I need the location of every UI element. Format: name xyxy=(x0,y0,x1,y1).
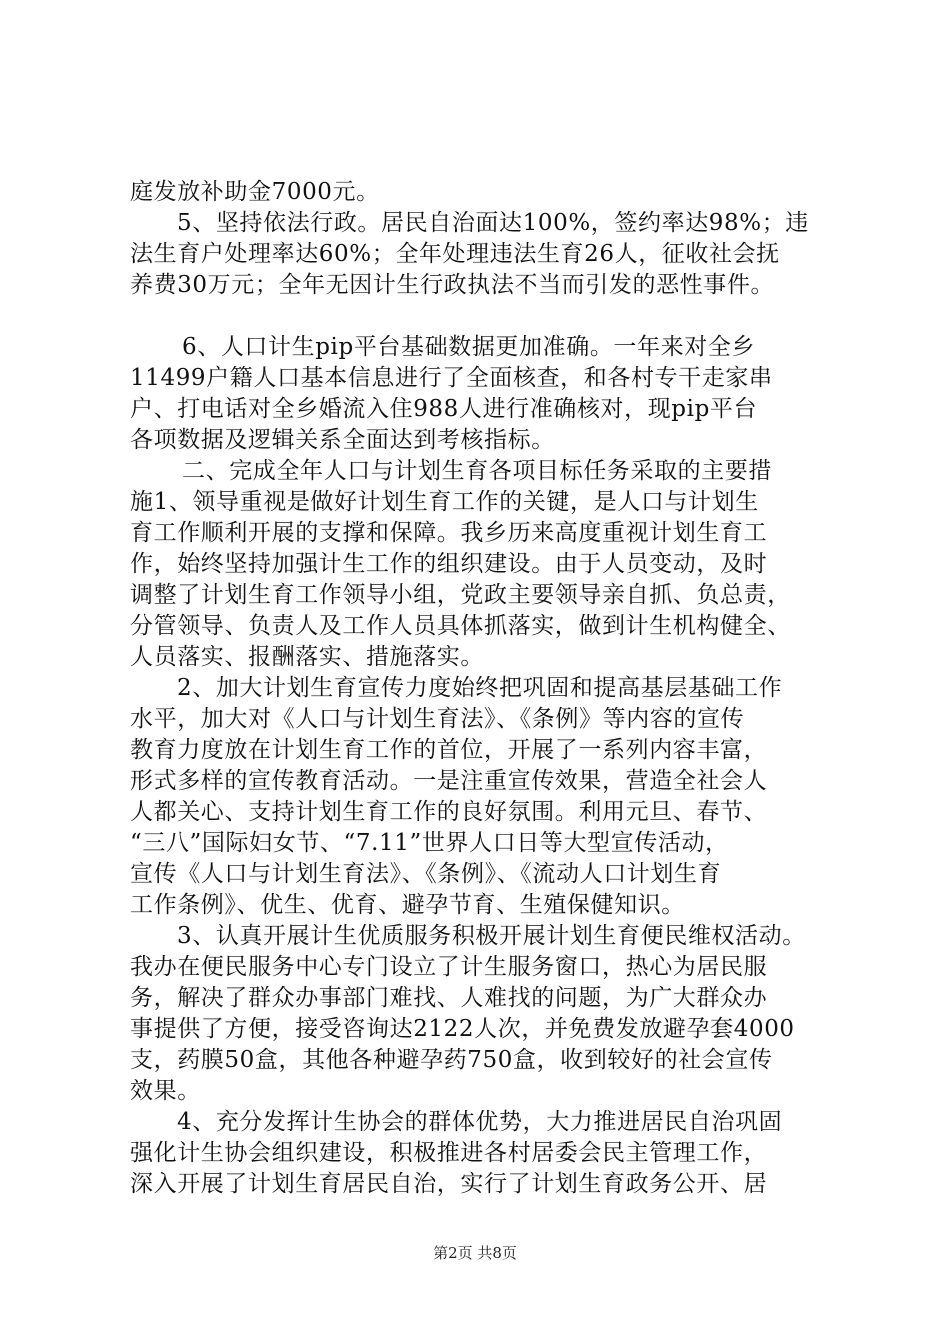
text-line: 支，药膜50盒，其他各种避孕药750盒，收到较好的社会宣传 xyxy=(130,1047,773,1073)
text-line: 11499户籍人口基本信息进行了全面核查，和各村专干走家串 xyxy=(130,365,773,391)
text-line: 我办在便民服务中心专门设立了计生服务窗口，热心为居民服 xyxy=(130,954,768,980)
text-line: 教育力度放在计划生育工作的首位，开展了一系列内容丰富， xyxy=(130,737,768,763)
text-line: “三八”国际妇女节、“7.11”世界人口日等大型宣传活动， xyxy=(130,830,729,856)
text-line: 5、坚持依法行政。居民自治面达100%，签约率达98%；违 xyxy=(177,210,809,236)
body-text xyxy=(130,177,830,1200)
text-line: 人都关心、支持计划生育工作的良好氛围。利用元旦、春节、 xyxy=(130,799,768,825)
text-line: 2、加大计划生育宣传力度始终把巩固和提高基层基础工作 xyxy=(177,675,783,701)
text-line: 宣传《人口与计划生育法》、《条例》、《流动人口计划生育 xyxy=(130,861,722,887)
text-line: 庭发放补助金7000元。 xyxy=(130,179,380,205)
text-line: 工作条例》、优生、优育、避孕节育、生殖保健知识。 xyxy=(130,892,685,918)
text-line: 人员落实、报酬落实、措施落实。 xyxy=(130,644,484,670)
text-line: 法生育户处理率达60%；全年处理违法生育26人，征收社会抚 xyxy=(130,241,780,267)
text-line: 水平，加大对《人口与计划生育法》、《条例》等内容的宣传 xyxy=(130,706,745,732)
text-line: 3、认真开展计生优质服务积极开展计划生育便民维权活动。 xyxy=(177,923,806,949)
text-line: 事提供了方便，接受咨询达2122人次，并免费发放避孕套4000 xyxy=(130,1016,795,1042)
text-line: 育工作顺利开展的支撑和保障。我乡历来高度重视计划生育工 xyxy=(130,520,768,546)
text-line: 6、人口计生pip平台基础数据更加准确。一年来对全乡 xyxy=(182,334,756,360)
text-line: 效果。 xyxy=(130,1078,201,1104)
text-line: 务，解决了群众办事部门难找、人难找的问题，为广大群众办 xyxy=(130,985,768,1011)
text-line: 作，始终坚持加强计生工作的组织建设。由于人员变动，及时 xyxy=(130,551,768,577)
text-line: 施1、领导重视是做好计划生育工作的关键，是人口与计划生 xyxy=(130,489,759,515)
text-line: 二、完成全年人口与计划生育各项目标任务采取的主要措 xyxy=(182,458,772,484)
text-line: 各项数据及逻辑关系全面达到考核指标。 xyxy=(130,427,555,453)
text-line: 深入开展了计划生育居民自治，实行了计划生育政务公开、居 xyxy=(130,1171,768,1197)
text-line: 强化计生协会组织建设，积极推进各村居委会民主管理工作， xyxy=(130,1140,768,1166)
text-line: 形式多样的宣传教育活动。一是注重宣传效果，营造全社会人 xyxy=(130,768,768,794)
text-line: 养费30万元；全年无因计生行政执法不当而引发的恶性事件。 xyxy=(130,272,775,298)
blank-line xyxy=(130,301,830,332)
text-line: 分管领导、负责人及工作人员具体抓落实，做到计生机构健全、 xyxy=(130,613,791,639)
text-line: 户、打电话对全乡婚流入住988人进行准确核对，现pip平台 xyxy=(130,396,758,422)
page-footer: 第2页 共8页 xyxy=(433,1244,517,1262)
text-line: 调整了计划生育工作领导小组，党政主要领导亲自抓、负总责， xyxy=(130,582,791,608)
text-line: 4、充分发挥计生协会的群体优势，大力推进居民自治巩固 xyxy=(177,1109,783,1135)
